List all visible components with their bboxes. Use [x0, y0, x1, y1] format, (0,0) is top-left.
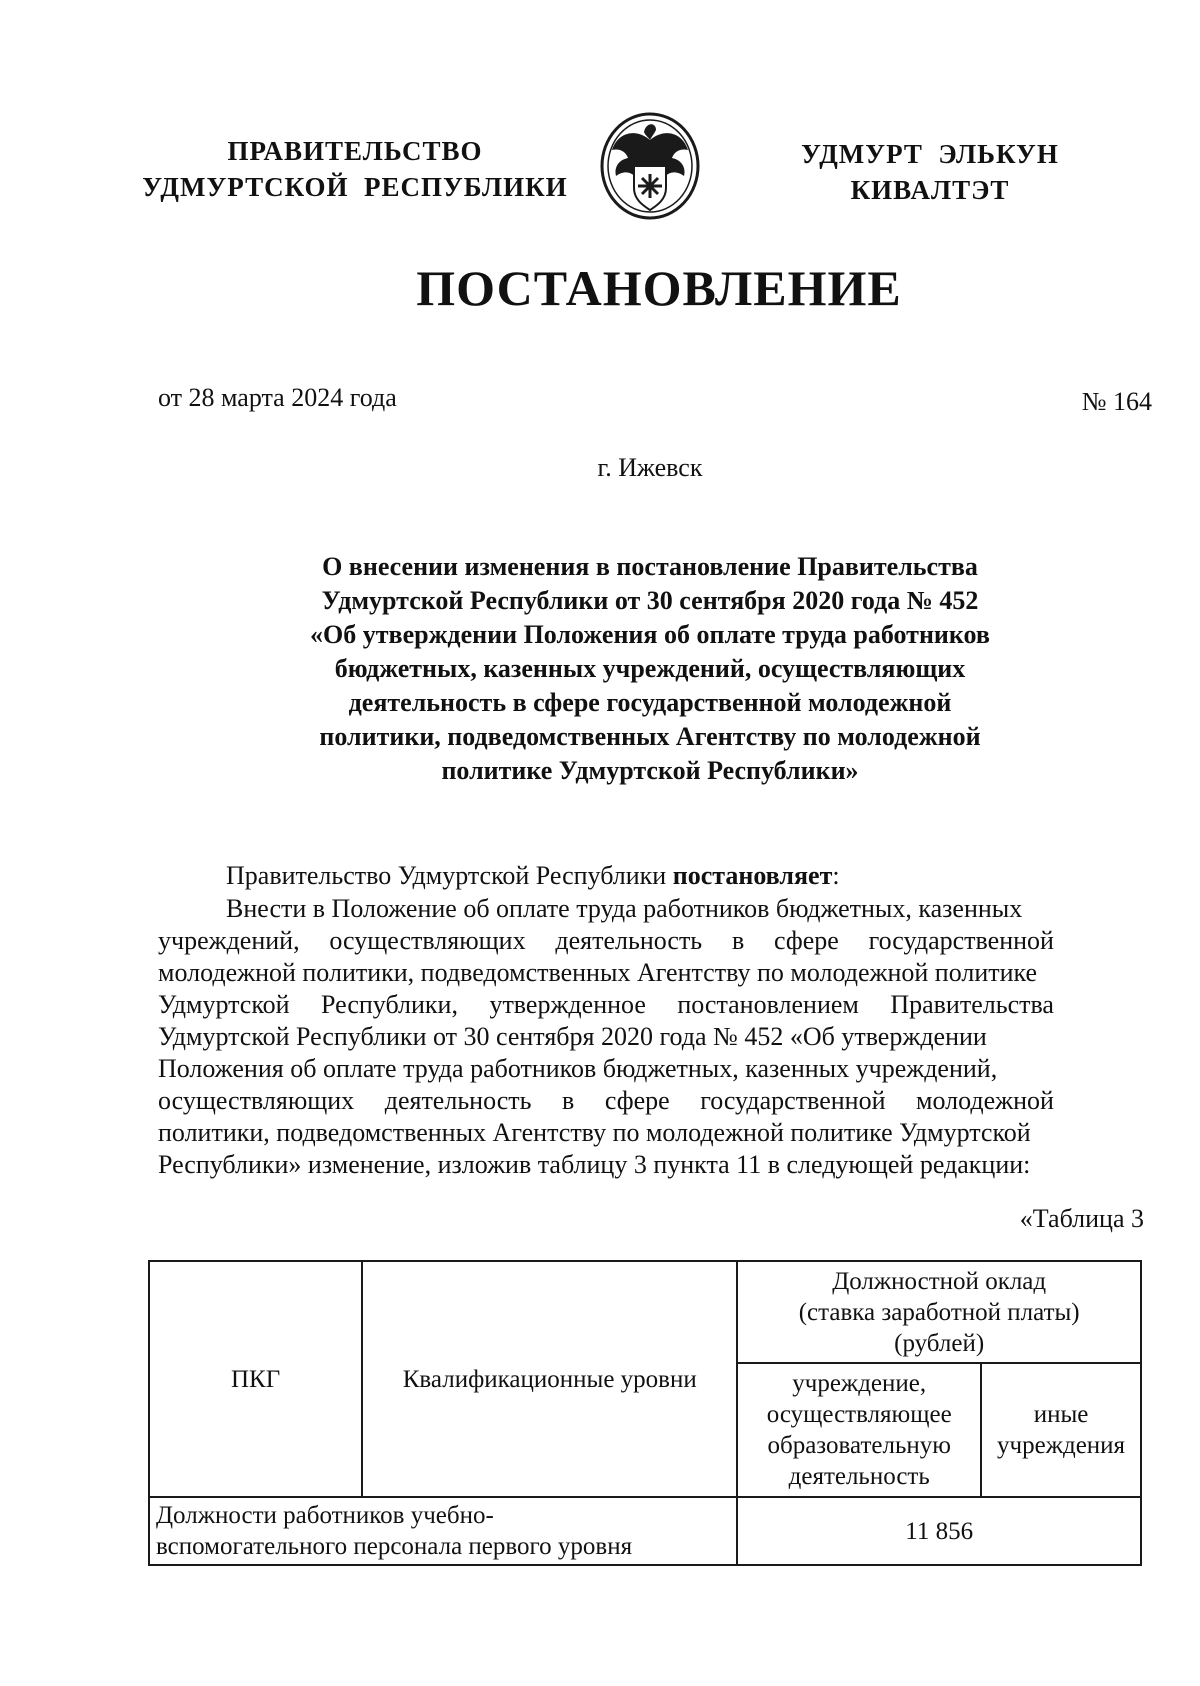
header-right-block — [780, 136, 1080, 208]
table-subheader-other — [981, 1363, 1141, 1497]
body-paragraph-line — [158, 925, 1054, 957]
salary-header-line: (рублей) — [894, 1329, 985, 1357]
table-cell-salary-value: 11 856 — [737, 1497, 1141, 1565]
word: учреждений, — [158, 926, 300, 955]
salary-table — [148, 1260, 1142, 1566]
table-header-levels: Квалификационные уровни — [362, 1261, 737, 1497]
body-paragraph-line: Внести в Положение об оплате труда работников бюджетных, казенных — [226, 894, 1023, 923]
table-row — [149, 1497, 1141, 1565]
title-line: политике Удмуртской Республики» — [441, 756, 859, 785]
document-date: от 28 марта 2024 года — [158, 383, 397, 412]
word: деятельность — [555, 926, 703, 955]
word: деятельность — [384, 1086, 532, 1115]
title-line: О внесении изменения в постановление Правительства — [322, 552, 978, 581]
subheader-line: иные — [1033, 1401, 1089, 1428]
title-line: «Об утверждении Положения об оплате труда работников — [310, 620, 990, 649]
table-label: «Таблица 3 — [1019, 1204, 1144, 1233]
subheader-line: образовательную — [767, 1432, 951, 1459]
body-paragraph-line — [158, 1085, 1054, 1117]
word: молодежной — [916, 1086, 1054, 1115]
word: осуществляющих — [329, 926, 526, 955]
body-paragraph-line: политики, подведомственных Агентству по молодежной политике Удмуртской — [158, 1118, 1031, 1147]
word: в — [731, 926, 745, 955]
table-header-pkg: ПКГ — [149, 1261, 362, 1497]
body-intro-end: : — [832, 861, 840, 890]
word: сфере — [774, 926, 839, 955]
table-header-salary — [737, 1261, 1141, 1363]
document-city: г. Ижевск — [597, 453, 703, 482]
row-label-line: Должности работников учебно- — [156, 1502, 494, 1529]
header-left-line-2: УДМУРТСКОЙ РЕСПУБЛИКИ — [142, 172, 568, 202]
word: осуществляющих — [158, 1086, 355, 1115]
salary-header-line: (ставка заработной платы) — [798, 1298, 1080, 1326]
body-intro-bold: постановляет — [672, 861, 833, 890]
body-paragraph-line: Положения об оплате труда работников бюджетных, казенных учреждений, — [158, 1054, 998, 1083]
word: сфере — [604, 1086, 670, 1115]
title-line: политики, подведомственных Агентству по молодежной — [319, 722, 981, 751]
word: Правительства — [890, 990, 1054, 1019]
word: Удмуртской — [158, 990, 290, 1019]
word: государственной — [700, 1086, 886, 1115]
body-intro — [226, 860, 840, 892]
header-right-line-1: УДМУРТ ЭЛЬКУН — [801, 139, 1059, 169]
header-right-line-2: КИВАЛТЭТ — [850, 175, 1010, 205]
body-paragraph-line: Удмуртской Республики от 30 сентября 2020 года № 452 «Об утверждении — [158, 1022, 987, 1051]
table-subheader-educational — [737, 1363, 981, 1497]
document-type-title: ПОСТАНОВЛЕНИЕ — [416, 260, 902, 316]
body-paragraph-line: Республики» изменение, изложив таблицу 3 пункта 11 в следующей редакции: — [158, 1150, 1031, 1179]
header-left-line-1: ПРАВИТЕЛЬСТВО — [227, 136, 483, 166]
word: государственной — [868, 926, 1054, 955]
word: постановлением — [677, 990, 859, 1019]
udmurt-coat-of-arms-icon — [598, 110, 702, 220]
word: утвержденное — [489, 990, 646, 1019]
table-cell-position-group — [149, 1497, 737, 1565]
document-number: № 164 — [1081, 387, 1152, 416]
body-paragraph-line — [158, 989, 1054, 1021]
salary-header-line: Должностной оклад — [832, 1267, 1047, 1295]
title-line: деятельность в сфере государственной молодежной — [348, 688, 952, 717]
title-line: Удмуртской Республики от 30 сентября 2020 года № 452 — [321, 586, 979, 615]
body-paragraph-line: молодежной политики, подведомственных Агентству по молодежной политике — [158, 958, 1038, 987]
row-label-line: вспомогательного персонала первого уровня — [156, 1533, 633, 1560]
header-left-block — [130, 133, 580, 205]
subheader-line: деятельность — [788, 1463, 930, 1490]
body-intro-text: Правительство Удмуртской Республики — [226, 861, 673, 890]
title-line: бюджетных, казенных учреждений, осуществляющих — [334, 654, 966, 683]
word: Республики, — [321, 990, 458, 1019]
resolution-title — [250, 550, 1050, 788]
subheader-line: учреждение, — [792, 1370, 927, 1397]
subheader-line: учреждения — [997, 1432, 1126, 1459]
word: в — [562, 1086, 575, 1115]
subheader-line: осуществляющее — [766, 1401, 952, 1428]
